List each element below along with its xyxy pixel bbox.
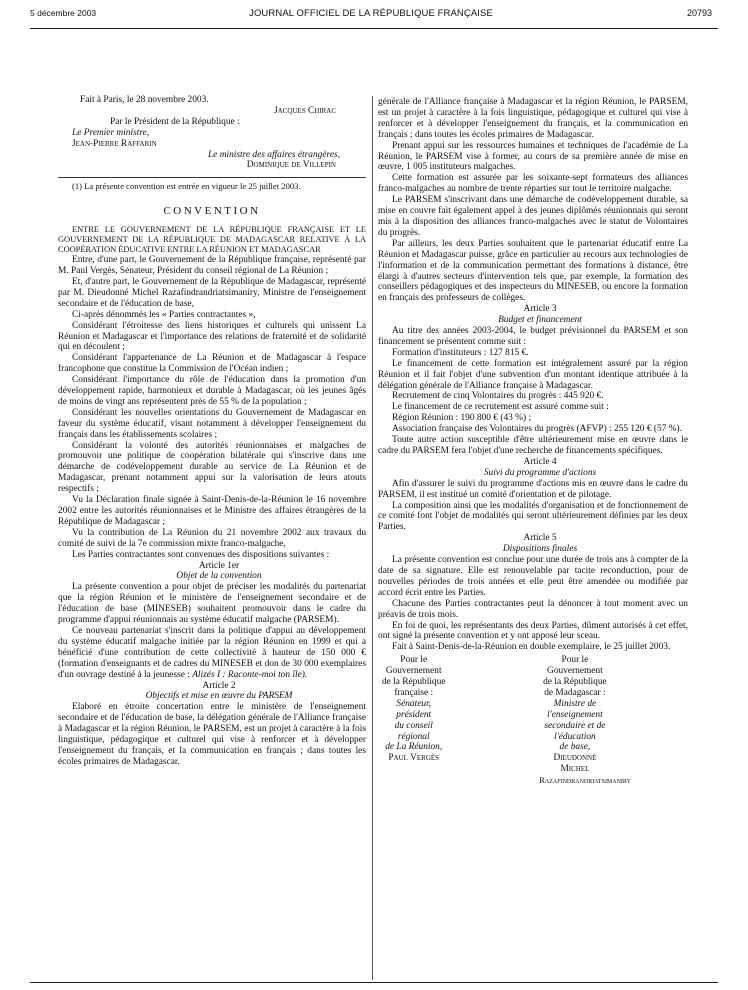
preamble-para: Considérant l'appartenance de La Réunion et de Madagascar à l'espace francophone que constitue la Commission de l'Océan indien ; bbox=[58, 353, 366, 375]
signature-madagascar bbox=[539, 655, 688, 786]
article-2-para: Prenant appui sur les ressources humaines et techniques de l'académie de La Réunion, le PARSEM vise à former, au cours de sa première année de mise en œuvre, 1 005 instituteurs malgaches. bbox=[378, 140, 688, 173]
preamble-para: Vu la contribution de La Réunion du 21 novembre 2002 aux travaux du comité de suivi de la 7e commission mixte franco-malgache, bbox=[58, 527, 366, 549]
article-3-para: Association française des Volontaires du progrès (AFVP) : 255 120 € (57 %). bbox=[392, 424, 682, 435]
fm-name: Dominique de Villepin bbox=[246, 160, 336, 171]
article-4-para: La composition ainsi que les modalités d'organisation et de fonctionnement de ce comité font l'objet de modalités qui seront ultérieurement définies par les deux Parties. bbox=[378, 500, 688, 533]
preamble-para: Les Parties contractantes sont convenues des dispositions suivantes : bbox=[72, 549, 330, 560]
article-2-para: Le PARSEM s'inscrivant dans une démarche de codéveloppement durable, sa mise en couvre fait également appel à des jeunes diplômés réunionnais qui seront mis à la disposition des alliances franco-malgaches avec le statut de Volontaires du progrès. bbox=[378, 195, 688, 238]
signatory-name: Paul Vergès bbox=[388, 753, 440, 764]
pm-title: Le Premier ministre, bbox=[72, 127, 150, 138]
convention-title: CONVENTION bbox=[163, 205, 261, 218]
preamble-para: Entre, d'une part, le Gouvernement de la République française, représenté par M. Paul Vergès, Sénateur, Président du conseil régional de La Réunion ; bbox=[58, 255, 366, 277]
article-1-heading: Article 1er bbox=[198, 560, 240, 571]
sign-line: Pour le Gouvernement bbox=[385, 655, 442, 677]
preamble-para: Et, d'autre part, le Gouvernement de la République de Madagascar, représenté par M. Dieudonné Michel Razafindrandriatsimaniry, Ministre de l'enseignement secondaire et de l'éducation de base, bbox=[58, 276, 366, 309]
pm-name: Jean-Pierre Raffarin bbox=[72, 138, 157, 149]
article-1-para bbox=[58, 626, 366, 681]
footnote-rule bbox=[58, 177, 366, 178]
sign-line: secondaire et de l'éducation bbox=[544, 720, 606, 742]
convention-subtitle: ENTRE LE GOUVERNEMENT DE LA RÉPUBLIQUE FRANÇAISE ET LE GOUVERNEMENT DE LA RÉPUBLIQUE DE MADAGASCAR RELATIVE À LA COOPÉRATION ÉDUCATIVE ENTRE LA RÉUNION ET MADAGASCAR bbox=[58, 225, 366, 255]
article-5-heading: Article 5 bbox=[523, 533, 557, 544]
article-2-para: Cette formation est assurée par les soixante-sept formateurs des alliances franco-malgaches au nombre de trente réparties sur tout le territoire malgache. bbox=[378, 173, 688, 195]
article-4-para: Afin d'assurer le suivi du programme d'actions mis en œuvre dans le cadre du PARSEM, il est institué un comité d'orientation et de pilotage. bbox=[378, 478, 688, 500]
sign-line: Ministre de l'enseignement bbox=[547, 698, 603, 720]
by-president-label: Par le Président de la République : bbox=[110, 116, 240, 127]
sign-line: de Madagascar : bbox=[544, 687, 606, 698]
sign-line: de la République bbox=[543, 677, 607, 688]
sign-line: Sénateur, président bbox=[396, 698, 432, 720]
article-3-para: Région Réunion : 190 800 € (43 %) ; bbox=[392, 413, 532, 424]
article-3-heading: Article 3 bbox=[523, 304, 557, 315]
preamble-para: Considérant les nouvelles orientations du Gouvernement de Madagascar en faveur du système éducatif, visant notamment à développer l'enseignement du français dans les établissements scolaires ; bbox=[58, 407, 366, 440]
journal-title: JOURNAL OFFICIEL DE LA RÉPUBLIQUE FRANÇAISE bbox=[249, 8, 493, 19]
left-column bbox=[58, 95, 366, 767]
sign-line: Pour le Gouvernement bbox=[547, 655, 603, 677]
page-number: 20793 bbox=[686, 8, 712, 18]
article-1-para-text: Ce nouveau partenariat s'inscrit dans la politique d'appui au développement du système éducatif malgache initiée par la région Réunion en 1999 et qui a bénéficié d'une contribution de cette collectivité à hauteur de 150 000 € (formation d'enseignants et de cadres du MINESEB et don de 30 000 exemplaires d'un ouvrage destiné à la jeunesse : bbox=[58, 625, 366, 680]
article-3-para: Au titre des années 2003-2004, le budget prévisionnel du PARSEM et son financement se présentent comme suit : bbox=[378, 326, 688, 347]
preamble-para: Considérant l'importance du rôle de l'éducation dans la promotion d'un développement rapide, harmonieux et durable à Madagascar, où les jeunes âgés de moins de vingt ans représentent près de 55 % de la population ; bbox=[58, 375, 366, 407]
article-2-para bbox=[378, 97, 688, 141]
article-5-para: Chacune des Parties contractantes peut la dénoncer à tout moment avec un préavis de trois mois. bbox=[378, 598, 688, 620]
footer-rule bbox=[30, 982, 718, 983]
preamble-para: Vu la Déclaration finale signée à Saint-Denis-de-la-Réunion le 16 novembre 2002 entre les autorités réunionnaises et le Ministre des affaires étrangères de la République de Madagascar ; bbox=[58, 495, 366, 527]
signature-place-date: Fait à Paris, le 28 novembre 2003. bbox=[80, 95, 209, 105]
page-header bbox=[30, 8, 712, 22]
signatory-name: Dieudonné Michel bbox=[553, 753, 597, 775]
right-column bbox=[378, 97, 688, 786]
signature-france bbox=[378, 655, 527, 786]
article-5-para: En foi de quoi, les représentants des deux Parties, dûment autorisés à cet effet, ont signé la présente convention et y ont apposé leur sceau. bbox=[378, 620, 688, 642]
preamble-para: Ci-après dénommés les « Parties contractantes », bbox=[72, 309, 256, 320]
article-2-title: Objectifs et mise en œuvre du PARSEM bbox=[145, 691, 293, 702]
header-rule bbox=[30, 28, 718, 29]
sign-line: du conseil régional bbox=[394, 720, 433, 742]
sign-line: de la République française : bbox=[381, 677, 446, 698]
article-5-title: Dispositions finales bbox=[502, 544, 578, 555]
footnote: (1) La présente convention est entrée en vigueur le 25 juillet 2003. bbox=[72, 181, 301, 192]
issue-date: 5 décembre 2003 bbox=[30, 8, 97, 18]
preamble-para: Considérant la volonté des autorités réunionnaises et malgaches de promouvoir une politique de coopération bilatérale qui s'inscrive dans une démarche de codéveloppement durable au service de La Réunion et de Madagascar, prenant notamment appui sur la valorisation de leurs atouts respectifs ; bbox=[58, 440, 366, 495]
article-2-continuation: générale de l'Alliance française à Madagascar et la région Réunion, le PARSEM, est un projet à caractère à la fois linguistique, pédagogique et culturel qui vise à renforcer et à développer l'enseignement du français, et la communication en français ; dans toutes les écoles primaires de Madagascar. bbox=[378, 97, 688, 140]
president-name: Jacques Chirac bbox=[273, 105, 336, 116]
signature-block bbox=[378, 655, 688, 786]
fm-title: Le ministre des affaires étrangères, bbox=[207, 149, 340, 160]
article-3-para: Recrutement de cinq Volontaires du progrès : 445 920 €. bbox=[392, 391, 604, 402]
article-2-heading: Article 2 bbox=[202, 680, 236, 691]
article-1-title: Objet de la convention bbox=[176, 571, 262, 582]
preamble-para: Considérant l'étroitesse des liens historiques et culturels qui unissent La Réunion et Madagascar et l'importance des relations de fraternité et de solidarité qui en découlent ; bbox=[58, 320, 366, 353]
column-divider bbox=[372, 96, 373, 980]
article-3-title: Budget et financement bbox=[498, 315, 582, 326]
article-3-para: Le financement de cette formation est intégralement assuré par la région Réunion et il fait l'objet d'une subvention d'un montant identique attribuée à la délégation générale de l'Alliance française à Madagascar. bbox=[378, 358, 688, 391]
article-2-para: Elaboré en étroite concertation entre le ministère de l'enseignement secondaire et de l'éducation de base, la délégation générale de l'Alliance française à Madagascar et la région Réunion, le PARSEM, est un projet à caractère à la fois linguistique, pédagogique et culturel qui vise à renforcer et à développer l'enseignement du français, et la communication en français ; dans toutes les écoles primaires de Madagascar. bbox=[58, 702, 366, 767]
article-3-para: Le financement de ce recrutement est assuré comme suit : bbox=[392, 402, 609, 413]
article-5-para: La présente convention est conclue pour une durée de trois ans à compter de la date de sa signature. Elle est renouvelable par tacite reconduction, pour de nouvelles périodes de trois années et elle peut être amendée ou modifiée par accord écrit entre les Parties. bbox=[378, 555, 688, 598]
book-title: Alizés I : Raconte-moi ton île). bbox=[192, 669, 308, 680]
signatory-name: Razafindrandriatsimaniry bbox=[539, 775, 631, 786]
sign-line: de base, bbox=[559, 742, 591, 753]
sign-line: de La Réunion, bbox=[385, 742, 443, 753]
article-3-para: Toute autre action susceptible d'être ultérieurement mise en œuvre dans le cadre du PARSEM fera l'objet d'une recherche de financements spécifiques. bbox=[378, 435, 688, 456]
article-3-para: Formation d'instituteurs : 127 815 €. bbox=[392, 347, 529, 358]
article-4-title: Suivi du programme d'actions bbox=[483, 467, 597, 478]
article-2-para: Par ailleurs, les deux Parties souhaitent que le partenariat éducatif entre La Réunion et Madagascar puisse, grâce en particulier au recours aux technologies de l'information et de la communication permettant des formations à distance, être élargi à d'autres secteurs d'intervention tels que, par exemple, la formation des conseillers pédagogiques et des inspecteurs du MINESEB, ou encore la formation en français des professeurs de collèges. bbox=[378, 238, 688, 304]
article-4-heading: Article 4 bbox=[523, 456, 557, 467]
article-5-para: Fait à Saint-Denis-de-la-Réunion en double exemplaire, le 25 juillet 2003. bbox=[392, 642, 671, 653]
article-1-para: La présente convention a pour objet de préciser les modalités du partenariat que la région Réunion et le ministère de l'enseignement secondaire et de l'éducation de base (MINESEB) souhaitent promouvoir dans le cadre du programme d'appui réunionnais au système éducatif malgache (PARSEM). bbox=[58, 582, 366, 626]
